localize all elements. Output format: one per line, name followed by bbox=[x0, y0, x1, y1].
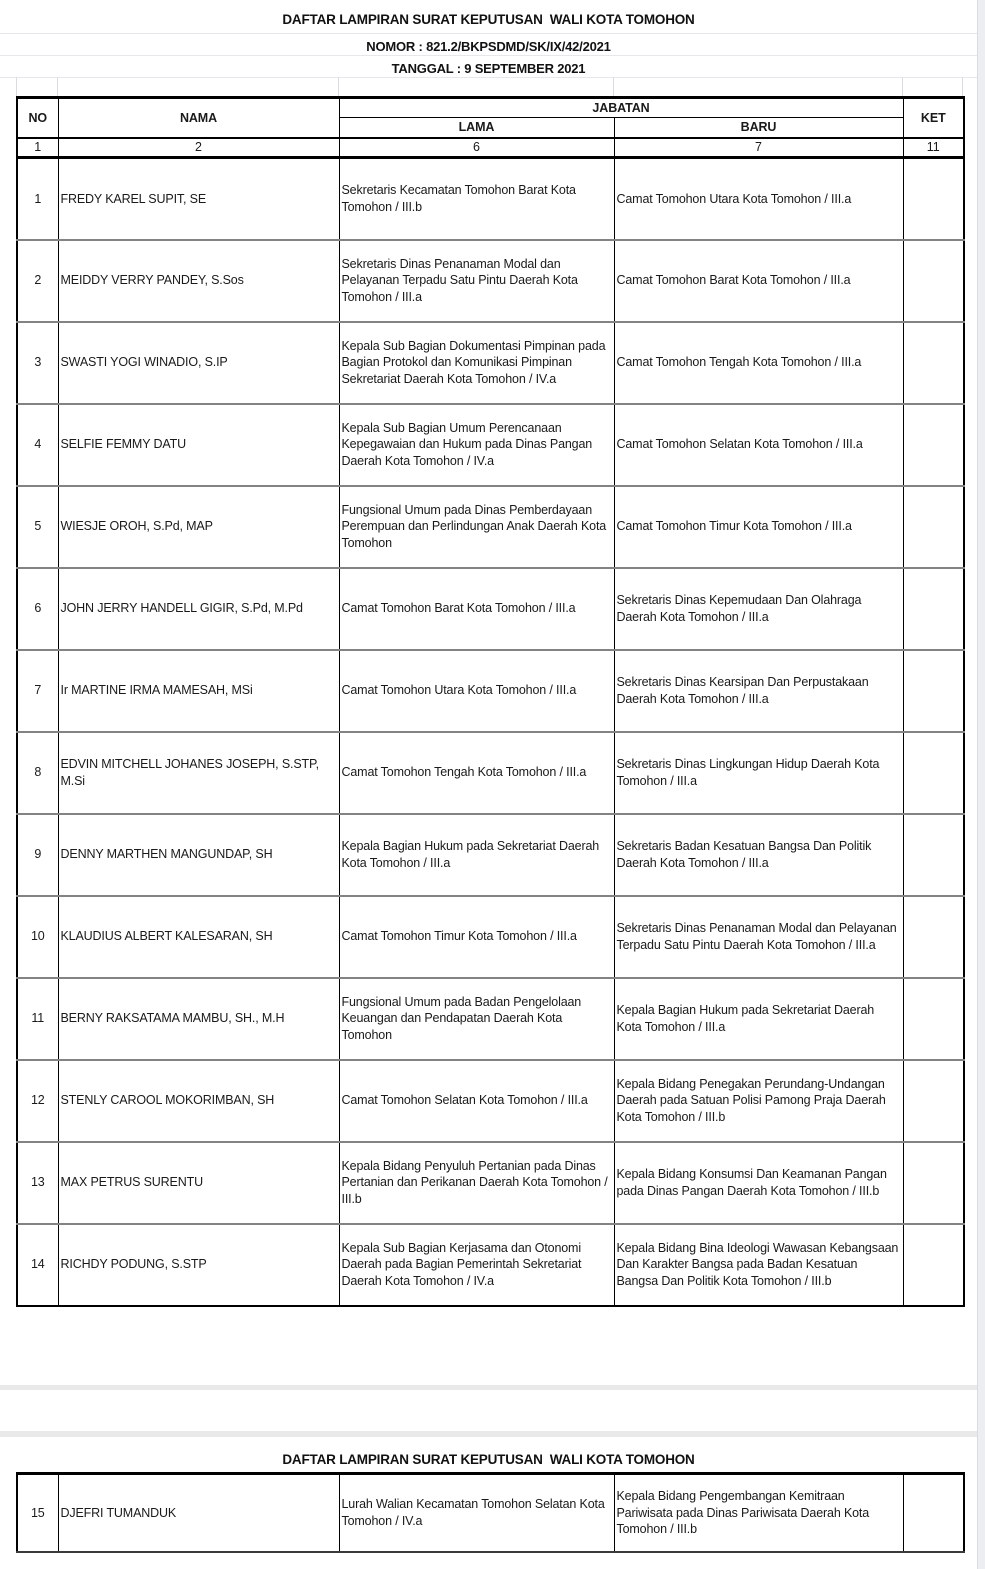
appointments-table-page1 bbox=[16, 96, 965, 1307]
cell-jabatan-lama: Lurah Walian Kecamatan Tomohon Selatan Kota Tomohon / IV.a bbox=[339, 1474, 614, 1552]
cell-no: 3 bbox=[17, 322, 58, 404]
page-bottom-edge bbox=[0, 1385, 977, 1390]
cell-ket bbox=[903, 978, 964, 1060]
cell-jabatan-baru: Kepala Bidang Konsumsi Dan Keamanan Pangan pada Dinas Pangan Daerah Kota Tomohon / III.b bbox=[614, 1142, 903, 1224]
cell-ket bbox=[903, 1142, 964, 1224]
cell-nama: MAX PETRUS SURENTU bbox=[58, 1142, 339, 1224]
cell-jabatan-lama: Camat Tomohon Tengah Kota Tomohon / III.a bbox=[339, 732, 614, 814]
cell-nama: MEIDDY VERRY PANDEY, S.Sos bbox=[58, 240, 339, 322]
cell-no: 13 bbox=[17, 1142, 58, 1224]
gridline bbox=[57, 77, 58, 96]
cell-jabatan-baru: Sekretaris Dinas Kepemudaan Dan Olahraga Daerah Kota Tomohon / III.a bbox=[614, 568, 903, 650]
col-header-no: NO bbox=[17, 98, 58, 138]
column-number: 1 bbox=[17, 138, 58, 158]
cell-ket bbox=[903, 1474, 964, 1552]
cell-ket bbox=[903, 814, 964, 896]
cell-nama: KLAUDIUS ALBERT KALESARAN, SH bbox=[58, 896, 339, 978]
cell-jabatan-lama: Camat Tomohon Selatan Kota Tomohon / III.a bbox=[339, 1060, 614, 1142]
table-row bbox=[17, 732, 964, 814]
cell-no: 1 bbox=[17, 158, 58, 240]
cell-jabatan-baru: Kepala Bagian Hukum pada Sekretariat Daerah Kota Tomohon / III.a bbox=[614, 978, 903, 1060]
cell-jabatan-baru: Sekretaris Badan Kesatuan Bangsa Dan Politik Daerah Kota Tomohon / III.a bbox=[614, 814, 903, 896]
vertical-scrollbar[interactable] bbox=[977, 0, 985, 1569]
cell-jabatan-lama: Kepala Sub Bagian Umum Perencanaan Kepegawaian dan Hukum pada Dinas Pangan Daerah Kota Tomohon / IV.a bbox=[339, 404, 614, 486]
table-row bbox=[17, 568, 964, 650]
table-row bbox=[17, 1224, 964, 1306]
cell-no: 2 bbox=[17, 240, 58, 322]
column-number: 2 bbox=[58, 138, 339, 158]
cell-jabatan-baru: Camat Tomohon Barat Kota Tomohon / III.a bbox=[614, 240, 903, 322]
cell-jabatan-lama: Kepala Sub Bagian Kerjasama dan Otonomi Daerah pada Bagian Pemerintah Sekretariat Daerah Kota Tomohon / IV.a bbox=[339, 1224, 614, 1306]
cell-jabatan-lama: Fungsional Umum pada Badan Pengelolaan Keuangan dan Pendapatan Daerah Kota Tomohon bbox=[339, 978, 614, 1060]
cell-nama: BERNY RAKSATAMA MAMBU, SH., M.H bbox=[58, 978, 339, 1060]
table-row bbox=[17, 978, 964, 1060]
cell-jabatan-baru: Kepala Bidang Penegakan Perundang-Undangan Daerah pada Satuan Polisi Pamong Praja Daerah Kota Tomohon / III.b bbox=[614, 1060, 903, 1142]
cell-ket bbox=[903, 732, 964, 814]
cell-jabatan-lama: Camat Tomohon Utara Kota Tomohon / III.a bbox=[339, 650, 614, 732]
gridline bbox=[902, 77, 903, 96]
cell-ket bbox=[903, 1060, 964, 1142]
cell-jabatan-baru: Kepala Bidang Bina Ideologi Wawasan Kebangsaan Dan Karakter Bangsa pada Badan Kesatuan Bangsa Dan Politik Kota Tomohon / III.b bbox=[614, 1224, 903, 1306]
cell-nama: EDVIN MITCHELL JOHANES JOSEPH, S.STP, M.Si bbox=[58, 732, 339, 814]
gridline bbox=[0, 33, 977, 34]
document-date-line: TANGGAL : 9 SEPTEMBER 2021 bbox=[391, 61, 586, 76]
cell-nama: WIESJE OROH, S.Pd, MAP bbox=[58, 486, 339, 568]
table-row bbox=[17, 896, 964, 978]
cell-no: 9 bbox=[17, 814, 58, 896]
cell-nama: SELFIE FEMMY DATU bbox=[58, 404, 339, 486]
table-row bbox=[17, 1142, 964, 1224]
cell-jabatan-lama: Sekretaris Kecamatan Tomohon Barat Kota Tomohon / III.b bbox=[339, 158, 614, 240]
column-number-row bbox=[17, 138, 964, 158]
cell-no: 8 bbox=[17, 732, 58, 814]
table-row bbox=[17, 486, 964, 568]
cell-nama: JOHN JERRY HANDELL GIGIR, S.Pd, M.Pd bbox=[58, 568, 339, 650]
document-title-page2: DAFTAR LAMPIRAN SURAT KEPUTUSAN WALI KOTA TOMOHON bbox=[282, 1452, 695, 1467]
gridline bbox=[0, 55, 977, 56]
cell-no: 4 bbox=[17, 404, 58, 486]
cell-ket bbox=[903, 240, 964, 322]
col-header-jabatan: JABATAN bbox=[339, 98, 903, 118]
table-row bbox=[17, 814, 964, 896]
page-top-edge bbox=[0, 1431, 977, 1437]
col-header-nama: NAMA bbox=[58, 98, 339, 138]
cell-jabatan-baru: Camat Tomohon Utara Kota Tomohon / III.a bbox=[614, 158, 903, 240]
cell-jabatan-lama: Camat Tomohon Barat Kota Tomohon / III.a bbox=[339, 568, 614, 650]
cell-ket bbox=[903, 568, 964, 650]
gridline bbox=[613, 77, 614, 96]
cell-no: 10 bbox=[17, 896, 58, 978]
table-row bbox=[17, 1060, 964, 1142]
cell-jabatan-baru: Camat Tomohon Tengah Kota Tomohon / III.a bbox=[614, 322, 903, 404]
col-header-lama: LAMA bbox=[339, 118, 614, 138]
gridline bbox=[0, 77, 977, 78]
gridline bbox=[962, 77, 963, 96]
cell-jabatan-lama: Camat Tomohon Timur Kota Tomohon / III.a bbox=[339, 896, 614, 978]
cell-nama: STENLY CAROOL MOKORIMBAN, SH bbox=[58, 1060, 339, 1142]
cell-no: 15 bbox=[17, 1474, 58, 1552]
cell-nama: DENNY MARTHEN MANGUNDAP, SH bbox=[58, 814, 339, 896]
col-header-baru: BARU bbox=[614, 118, 903, 138]
cell-nama: RICHDY PODUNG, S.STP bbox=[58, 1224, 339, 1306]
cell-jabatan-baru: Kepala Bidang Pengembangan Kemitraan Pariwisata pada Dinas Pariwisata Daerah Kota Tomohon / III.b bbox=[614, 1474, 903, 1552]
cell-jabatan-lama: Sekretaris Dinas Penanaman Modal dan Pelayanan Terpadu Satu Pintu Daerah Kota Tomohon / III.a bbox=[339, 240, 614, 322]
cell-nama: FREDY KAREL SUPIT, SE bbox=[58, 158, 339, 240]
column-number: 7 bbox=[614, 138, 903, 158]
cell-no: 12 bbox=[17, 1060, 58, 1142]
document-number-line: NOMOR : 821.2/BKPSDMD/SK/IX/42/2021 bbox=[366, 39, 611, 54]
cell-no: 5 bbox=[17, 486, 58, 568]
col-header-ket: KET bbox=[903, 98, 964, 138]
column-number: 6 bbox=[339, 138, 614, 158]
table-row bbox=[17, 240, 964, 322]
cell-ket bbox=[903, 1224, 964, 1306]
table-row bbox=[17, 404, 964, 486]
gridline bbox=[16, 77, 17, 96]
cell-jabatan-baru: Sekretaris Dinas Penanaman Modal dan Pelayanan Terpadu Satu Pintu Daerah Kota Tomohon / III.a bbox=[614, 896, 903, 978]
cell-nama: Ir MARTINE IRMA MAMESAH, MSi bbox=[58, 650, 339, 732]
header-row bbox=[17, 98, 964, 118]
cell-nama: SWASTI YOGI WINADIO, S.IP bbox=[58, 322, 339, 404]
cell-jabatan-lama: Kepala Bagian Hukum pada Sekretariat Daerah Kota Tomohon / III.a bbox=[339, 814, 614, 896]
cell-jabatan-lama: Kepala Bidang Penyuluh Pertanian pada Dinas Pertanian dan Perikanan Daerah Kota Tomohon / III.b bbox=[339, 1142, 614, 1224]
cell-jabatan-lama: Fungsional Umum pada Dinas Pemberdayaan Perempuan dan Perlindungan Anak Daerah Kota Tomohon bbox=[339, 486, 614, 568]
column-number: 11 bbox=[903, 138, 964, 158]
table-row bbox=[17, 158, 964, 240]
document-title: DAFTAR LAMPIRAN SURAT KEPUTUSAN WALI KOTA TOMOHON bbox=[282, 12, 695, 27]
cell-nama: DJEFRI TUMANDUK bbox=[58, 1474, 339, 1552]
cell-jabatan-baru: Sekretaris Dinas Lingkungan Hidup Daerah Kota Tomohon / III.a bbox=[614, 732, 903, 814]
cell-no: 14 bbox=[17, 1224, 58, 1306]
cell-ket bbox=[903, 486, 964, 568]
cell-jabatan-lama: Kepala Sub Bagian Dokumentasi Pimpinan pada Bagian Protokol dan Komunikasi Pimpinan Sekretariat Daerah Kota Tomohon / IV.a bbox=[339, 322, 614, 404]
cell-no: 11 bbox=[17, 978, 58, 1060]
table-row bbox=[17, 322, 964, 404]
appointments-table-page2 bbox=[16, 1472, 965, 1553]
cell-no: 6 bbox=[17, 568, 58, 650]
table-row bbox=[17, 1474, 964, 1552]
cell-jabatan-baru: Camat Tomohon Timur Kota Tomohon / III.a bbox=[614, 486, 903, 568]
table-row bbox=[17, 650, 964, 732]
cell-ket bbox=[903, 404, 964, 486]
cell-ket bbox=[903, 896, 964, 978]
cell-jabatan-baru: Camat Tomohon Selatan Kota Tomohon / III.a bbox=[614, 404, 903, 486]
cell-ket bbox=[903, 650, 964, 732]
gridline bbox=[338, 77, 339, 96]
cell-no: 7 bbox=[17, 650, 58, 732]
cell-ket bbox=[903, 322, 964, 404]
cell-jabatan-baru: Sekretaris Dinas Kearsipan Dan Perpustakaan Daerah Kota Tomohon / III.a bbox=[614, 650, 903, 732]
cell-ket bbox=[903, 158, 964, 240]
